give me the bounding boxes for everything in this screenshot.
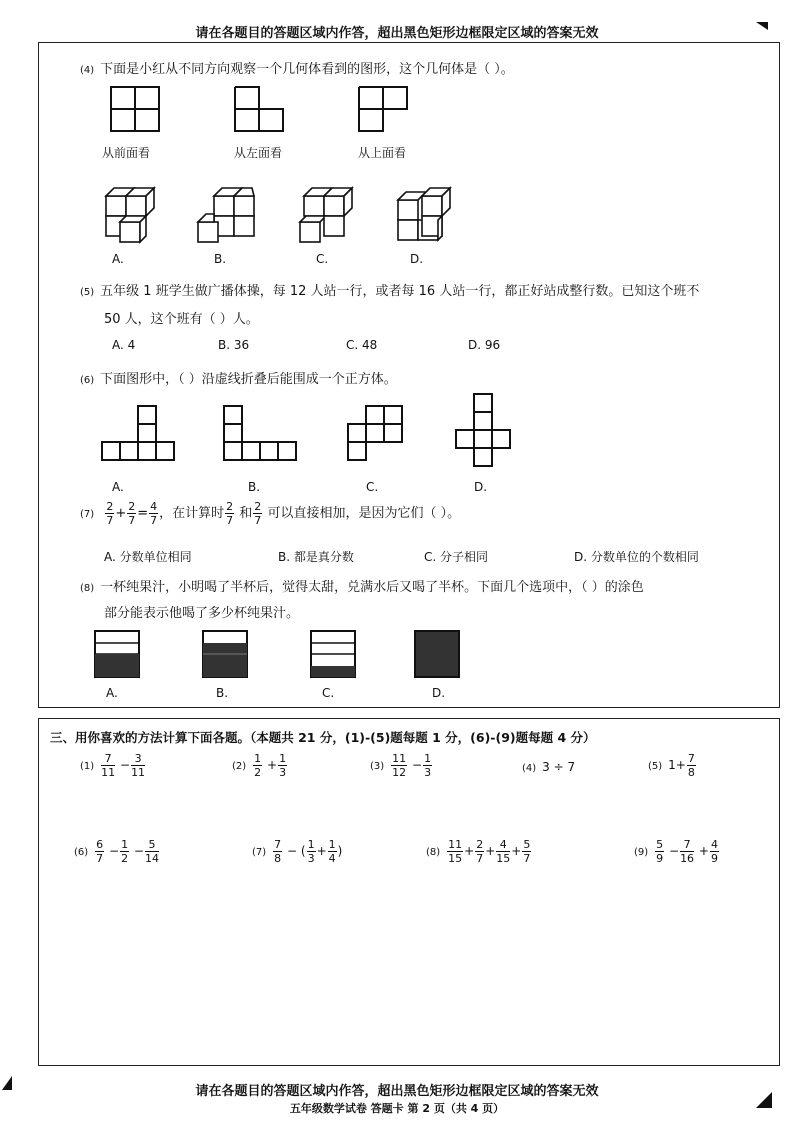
q8-option-b-cup	[202, 630, 250, 680]
q7-fraction: $\frac{4}{7}$	[150, 500, 158, 527]
q5-text-line1: (5) 五年级 1 班学生做广播体操，每 12 人站一行，或者每 16 人站一行，都正好站成整行数。已知这个班不	[80, 284, 700, 299]
q7-option-c[interactable]: C. 分子相同	[424, 550, 489, 564]
q4-option-b[interactable]: B.	[214, 252, 227, 266]
q7-fraction: $\frac{2}{7}$	[254, 500, 262, 527]
q4-view-label-top: 从上面看	[358, 146, 407, 160]
q4-option-d-figure	[396, 186, 456, 246]
q4-option-c-figure	[298, 186, 358, 246]
q4-option-a[interactable]: A.	[112, 252, 124, 266]
q7-fraction: $\frac{2}{7}$	[128, 500, 136, 527]
q7-text: (7) $\frac{2}{7}$ + $\frac{2}{7}$ = $\frac{4}{7}$ ，在计算时 $\frac{2}{7}$ 和 $\frac{2}{7}$ 可以直接相加，是因为它们（ ）。	[80, 500, 461, 527]
q5-option-a[interactable]: A. 4	[112, 338, 136, 352]
section3-title: 三、用你喜欢的方法计算下面各题。（本题共 21 分，(1)-(5)题每题 1 分，(6)-(9)题每题 4 分）	[50, 730, 596, 745]
q4-text: (4) 下面是小红从不同方向观察一个几何体看到的图形，这个几何体是（ ）。	[80, 62, 514, 77]
q8-option-a[interactable]: A.	[106, 686, 118, 700]
q4-view-top	[358, 86, 410, 134]
q7-fraction: $\frac{2}{7}$	[106, 500, 114, 527]
calc-item-8: (8) $\frac{11}{15}$ + $\frac{2}{7}$ + $\frac{4}{15}$ + $\frac{5}{7}$	[426, 838, 531, 865]
q4-option-a-figure	[104, 186, 156, 246]
q4-view-left	[234, 86, 286, 134]
q7-option-d[interactable]: D. 分数单位的个数相同	[574, 550, 699, 564]
q8-text-line1: (8) 一杯纯果汁，小明喝了半杯后，觉得太甜，兑满水后又喝了半杯。下面几个选项中，（ ）的涂色	[80, 580, 644, 595]
q8-option-d-cup	[414, 630, 462, 680]
q5-option-b[interactable]: B. 36	[218, 338, 250, 352]
q4-option-d[interactable]: D.	[410, 252, 424, 266]
q8-option-a-cup	[94, 630, 142, 680]
calc-item-5: (5) 1+ $\frac{7}{8}$	[648, 752, 695, 779]
q4-option-c[interactable]: C.	[316, 252, 329, 266]
q6-option-d[interactable]: D.	[474, 480, 488, 494]
q8-option-c[interactable]: C.	[322, 686, 335, 700]
corner-mark-bottom-right	[756, 1092, 774, 1110]
q4-view-label-front: 从前面看	[102, 146, 151, 160]
q6-option-d-net	[454, 392, 518, 468]
q8-option-d[interactable]: D.	[432, 686, 446, 700]
calc-item-6: (6) $\frac{6}{7}$ − $\frac{1}{2}$ − $\frac{5}{14}$	[74, 838, 159, 865]
q4-view-label-left: 从左面看	[234, 146, 283, 160]
page-info: 五年级数学试卷 答题卡 第 2 页（共 4 页）	[289, 1102, 505, 1115]
q8-option-c-cup	[310, 630, 358, 680]
q6-option-b-net	[222, 404, 304, 464]
calc-item-2: (2) $\frac{1}{2}$ + $\frac{1}{3}$	[232, 752, 287, 779]
corner-mark-top-right	[756, 22, 770, 32]
calc-item-1: (1) $\frac{7}{11}$ − $\frac{3}{11}$	[80, 752, 146, 779]
calc-item-3: (3) $\frac{11}{12}$ − $\frac{1}{3}$	[370, 752, 432, 779]
q5-option-d[interactable]: D. 96	[468, 338, 501, 352]
q4-view-front	[110, 86, 162, 134]
q7-option-a[interactable]: A. 分数单位相同	[104, 550, 192, 564]
q6-option-b[interactable]: B.	[248, 480, 261, 494]
calc-item-4: (4) 3 ÷ 7	[522, 760, 576, 774]
top-notice: 请在各题目的答题区域内作答，超出黑色矩形边框限定区域的答案无效	[195, 26, 599, 41]
q5-text-line2: 50 人，这个班有（ ）人。	[104, 312, 259, 327]
bottom-notice: 请在各题目的答题区域内作答，超出黑色矩形边框限定区域的答案无效	[195, 1084, 599, 1099]
calc-item-9: (9) $\frac{5}{9}$ − $\frac{7}{16}$ + $\frac{4}{9}$	[634, 838, 718, 865]
calc-item-7: (7) $\frac{7}{8}$ − ( $\frac{1}{3}$ + $\frac{1}{4}$ )	[252, 838, 343, 865]
q8-option-b[interactable]: B.	[216, 686, 229, 700]
q5-option-c[interactable]: C. 48	[346, 338, 378, 352]
q8-text-line2: 部分能表示他喝了多少杯纯果汁。	[104, 606, 300, 621]
q7-option-b[interactable]: B. 都是真分数	[278, 550, 354, 564]
q6-text: (6) 下面图形中，（ ）沿虚线折叠后能围成一个正方体。	[80, 372, 397, 387]
q4-option-b-figure	[196, 186, 256, 246]
q7-fraction: $\frac{2}{7}$	[226, 500, 234, 527]
q6-option-c[interactable]: C.	[366, 480, 379, 494]
q6-option-c-net	[346, 404, 410, 464]
q6-option-a-net	[100, 404, 182, 464]
q6-option-a[interactable]: A.	[112, 480, 124, 494]
